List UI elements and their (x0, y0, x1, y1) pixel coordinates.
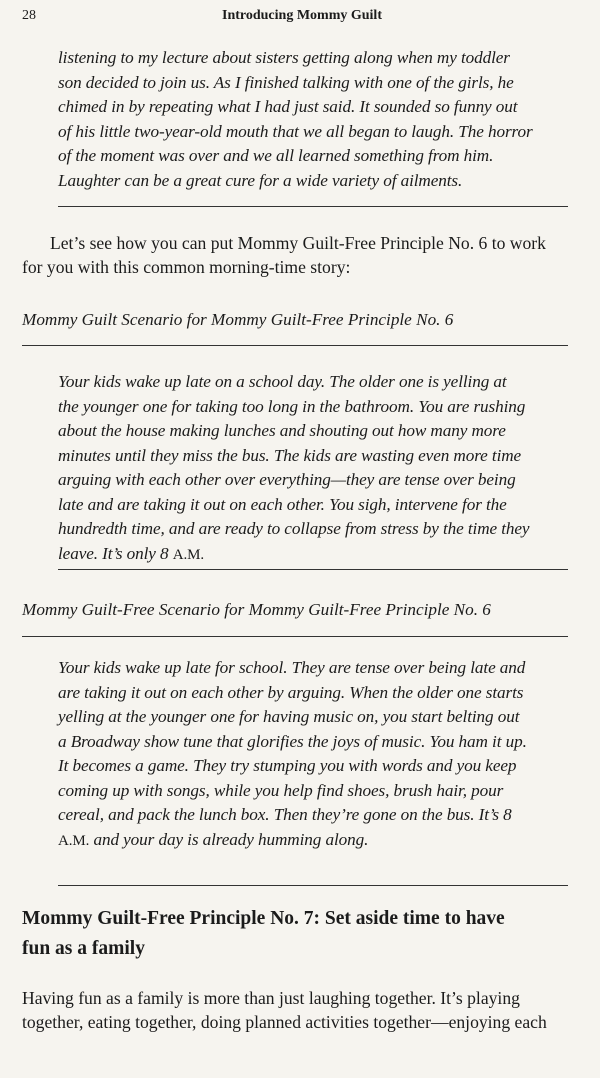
lead-line: Let’s see how you can put Mommy Guilt-Free Principle No. 6 to work (50, 233, 546, 253)
guilt-free-line: are taking it out on each other by arguing. When the older one starts (58, 682, 524, 702)
scenario-line: minutes until they miss the bus. The kids are wasting even more time (58, 445, 522, 465)
scenario-line: arguing with each other over everything—they are tense over being (58, 470, 516, 489)
page-number: 28 (22, 8, 36, 23)
guilt-free-line: Your kids wake up late for school. They are tense over being late and (58, 658, 526, 677)
intro-line: son decided to join us. As I finished talking with one of the girls, he (58, 72, 514, 92)
section-body (22, 986, 578, 1034)
divider-rule (58, 206, 568, 207)
intro-line: of the moment was over and we all learned something from him. (58, 146, 494, 165)
scenario-line: hundredth time, and are ready to collapse from stress by the time they (58, 519, 530, 538)
guilt-free-line: cereal, and pack the lunch box. Then they’re gone on the bus. It’s 8 (58, 805, 512, 824)
time-suffix: A.M. (172, 546, 204, 563)
intro-line: chimed in by repeating what I had just said. It sounded so funny out (58, 97, 518, 116)
divider-rule (58, 569, 568, 570)
page-header (22, 8, 578, 30)
scenario-label: Mommy Guilt Scenario for Mommy Guilt-Free Principle No. 6 (22, 310, 454, 329)
running-head: Introducing Mommy Guilt (222, 8, 382, 23)
time-prefix: A.M. (58, 832, 90, 849)
intro-line: of his little two-year-old mouth that we all began to laugh. The horror (58, 121, 533, 141)
scenario-line: Your kids wake up late on a school day. The older one is yelling at (58, 372, 507, 391)
section-heading (22, 904, 582, 964)
intro-anecdote-block (58, 46, 578, 193)
guilt-free-line: yelling at the younger one for having music on, you start belting out (58, 707, 520, 726)
divider-rule (22, 345, 568, 346)
scenario-line: late and are taking it out on each other. You sigh, intervene for the (58, 494, 507, 514)
guilt-free-line: coming up with songs, while you help find shoes, brush hair, pour (58, 780, 504, 800)
heading-line: Mommy Guilt-Free Principle No. 7: Set aside time to have (22, 908, 505, 929)
divider-rule (22, 636, 568, 637)
intro-line: listening to my lecture about sisters getting along when my toddler (58, 48, 510, 67)
guilt-free-line: a Broadway show tune that glorifies the joys of music. You ham it up. (58, 731, 527, 751)
guilt-free-line: It becomes a game. They try stumping you with words and you keep (58, 756, 517, 775)
scenario-block (58, 370, 578, 567)
body-line: together, eating together, doing planned activities together—enjoying each (22, 1012, 547, 1032)
guilt-free-scenario-block (58, 656, 578, 853)
scenario-line: the younger one for taking too long in the bathroom. You are rushing (58, 396, 526, 416)
guilt-free-line: A.M. and your day is already humming along. (58, 829, 369, 849)
lead-line: for you with this common morning-time story: (22, 257, 351, 277)
body-line: Having fun as a family is more than just laughing together. It’s playing (22, 988, 520, 1008)
lead-paragraph (22, 231, 578, 279)
scenario-line: leave. It’s only 8 A.M. (58, 543, 204, 563)
divider-rule (58, 885, 568, 886)
guilt-free-scenario-label: Mommy Guilt-Free Scenario for Mommy Guilt-Free Principle No. 6 (22, 600, 491, 619)
scenario-line: about the house making lunches and shouting out how many more (58, 421, 506, 440)
heading-line: fun as a family (22, 938, 145, 959)
intro-line: Laughter can be a great cure for a wide variety of ailments. (58, 170, 463, 190)
